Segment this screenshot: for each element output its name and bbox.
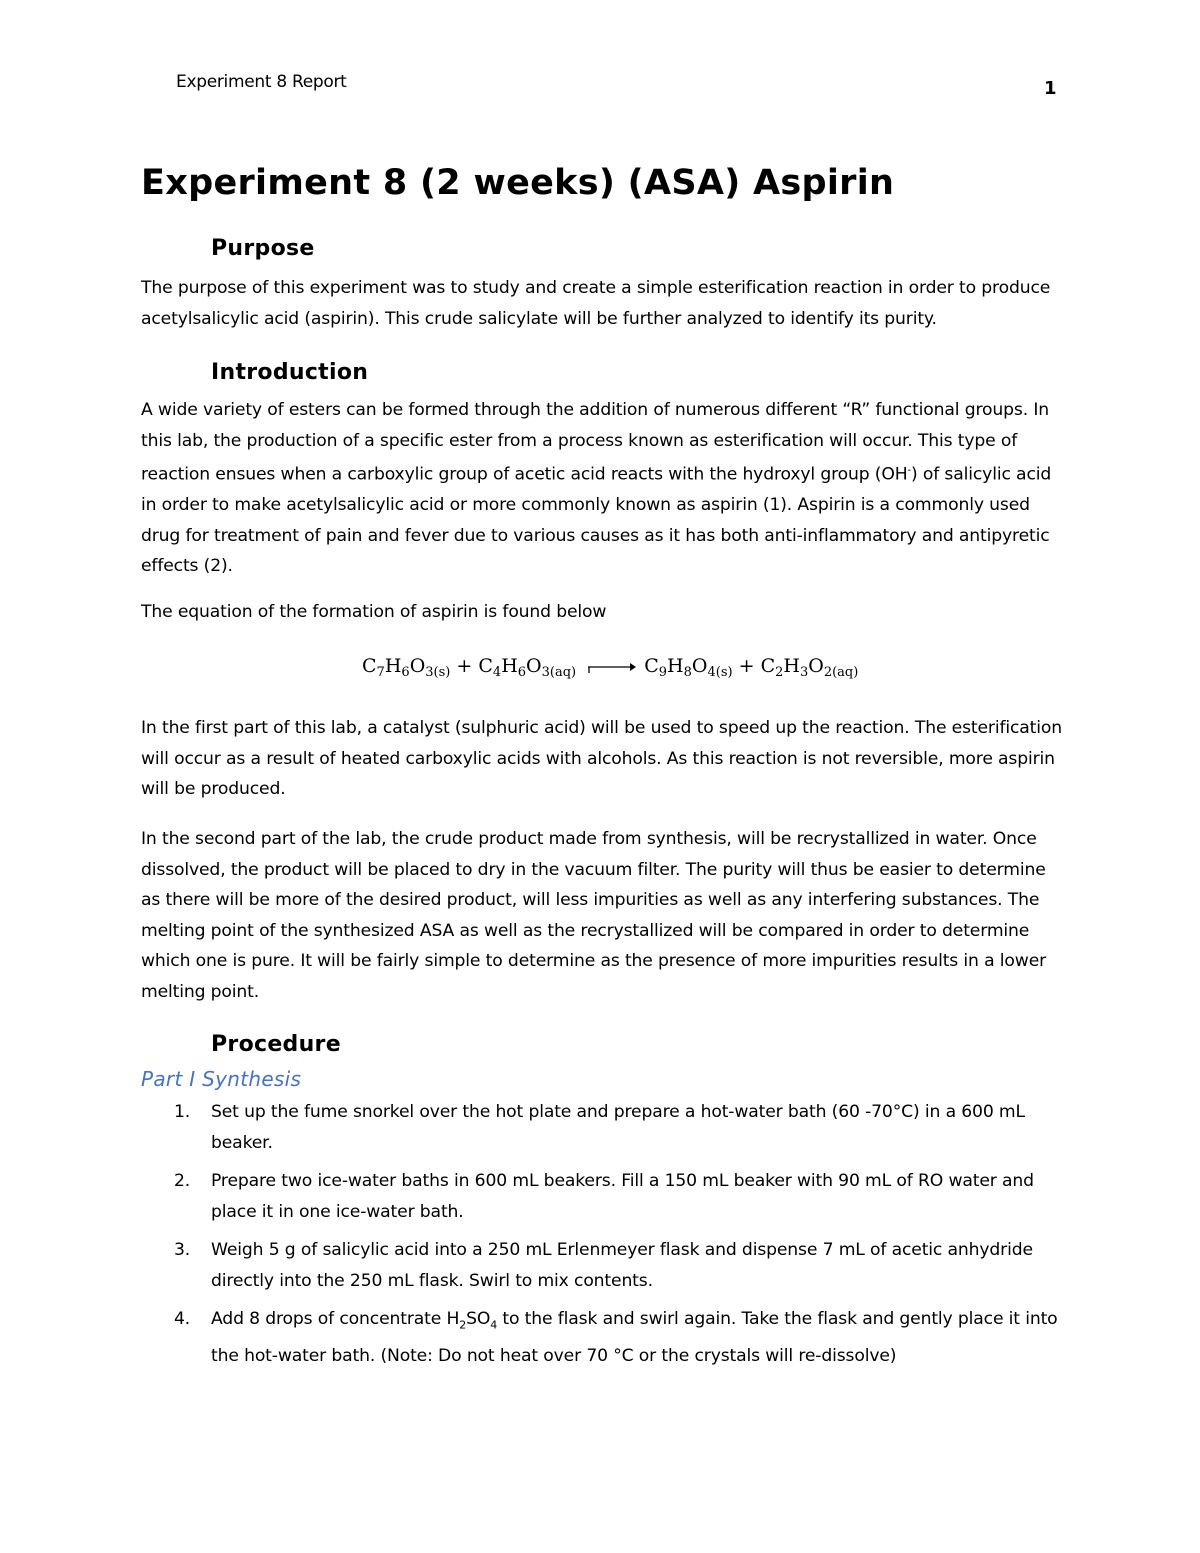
- purpose-heading: Purpose: [211, 236, 315, 261]
- purpose-paragraph: [141, 273, 1066, 334]
- list-item: 1. Set up the fume snorkel over the hot plate and prepare a hot-water bath (60 -70°C) in a 600 mL beaker.: [174, 1102, 1025, 1153]
- introduction-paragraph-4: [141, 824, 1066, 1007]
- chemical-equation: $C_7H_6O_{3(s)} + C_4H_6O_{3(aq)}$ $C_9H_8O_{4(s)} + C_2H_3O_{2(aq)}$: [362, 655, 859, 680]
- equation-intro-text: The equation of the formation of aspirin is found below: [141, 602, 607, 622]
- introduction-paragraph-3: [141, 713, 1066, 805]
- introduction-heading: Introduction: [211, 360, 369, 385]
- ion-charge: -: [907, 465, 911, 476]
- purpose-text: The purpose of this experiment was to study and create a simple esterification reaction in order to produce acetylsalicylic acid (aspirin). This crude salicylate will be further analyzed to identify its purity.: [141, 278, 1051, 329]
- list-item: 4. Add 8 drops of concentrate $H_2SO_4$ to the flask and swirl again. Take the flask and gently place it into the hot-water bath. (Note: Do not heat over 70 °C or the crystals will re-dissolve): [174, 1309, 1058, 1366]
- intro-text-b: ) of salicylic acid in order to make acetylsalicylic acid or more commonly known as aspirin (1). Aspirin is a commonly used drug for treatment of pain and fever due to various causes as it has both anti-inflammatory and antipyretic effects (2).: [141, 464, 1052, 577]
- intro-text-a: A wide variety of esters can be formed through the addition of numerous different “R” functional groups. In this lab, the production of a specific ester from a process known as esterification will occur. This type of reaction ensues when a carboxylic group of acetic acid reacts with the hydroxyl group (OH: [141, 400, 1049, 485]
- intro-catalyst-text: In the first part of this lab, a catalyst (sulphuric acid) will be used to speed up the reaction. The esterification will occur as a result of heated carboxylic acids with alcohols. As this reaction is not reversible, more aspirin will be produced.: [141, 718, 1062, 799]
- introduction-paragraph-2: [141, 597, 1066, 628]
- introduction-paragraph-1: [141, 395, 1066, 582]
- running-header: Experiment 8 Report: [176, 72, 347, 92]
- procedure-steps-list: [141, 1097, 1071, 1379]
- reaction-arrow-icon: [584, 660, 636, 674]
- list-item: 3. Weigh 5 g of salicylic acid into a 250 mL Erlenmeyer flask and dispense 7 mL of acetic anhydride directly into the 250 mL flask. Swirl to mix contents.: [174, 1240, 1033, 1291]
- procedure-heading: Procedure: [211, 1032, 341, 1057]
- page-number: 1: [1044, 78, 1057, 99]
- intro-recrystallization-text: In the second part of the lab, the crude product made from synthesis, will be recrystallized in water. Once dissolved, the product will be placed to dry in the vacuum filter. The purity will thus be easier to determine as there will be more of the desired product, will less impurities as well as any interfering substances. The melting point of the synthesized ASA as well as the recrystallized will be compared in order to determine which one is pure. It will be fairly simple to determine as the presence of more impurities results in a lower melting point.: [141, 829, 1047, 1002]
- part-1-subheading: Part I Synthesis: [141, 1067, 302, 1091]
- document-title: Experiment 8 (2 weeks) (ASA) Aspirin: [141, 163, 895, 203]
- list-item: 2. Prepare two ice-water baths in 600 mL beakers. Fill a 150 mL beaker with 90 mL of RO water and place it in one ice-water bath.: [174, 1171, 1034, 1222]
